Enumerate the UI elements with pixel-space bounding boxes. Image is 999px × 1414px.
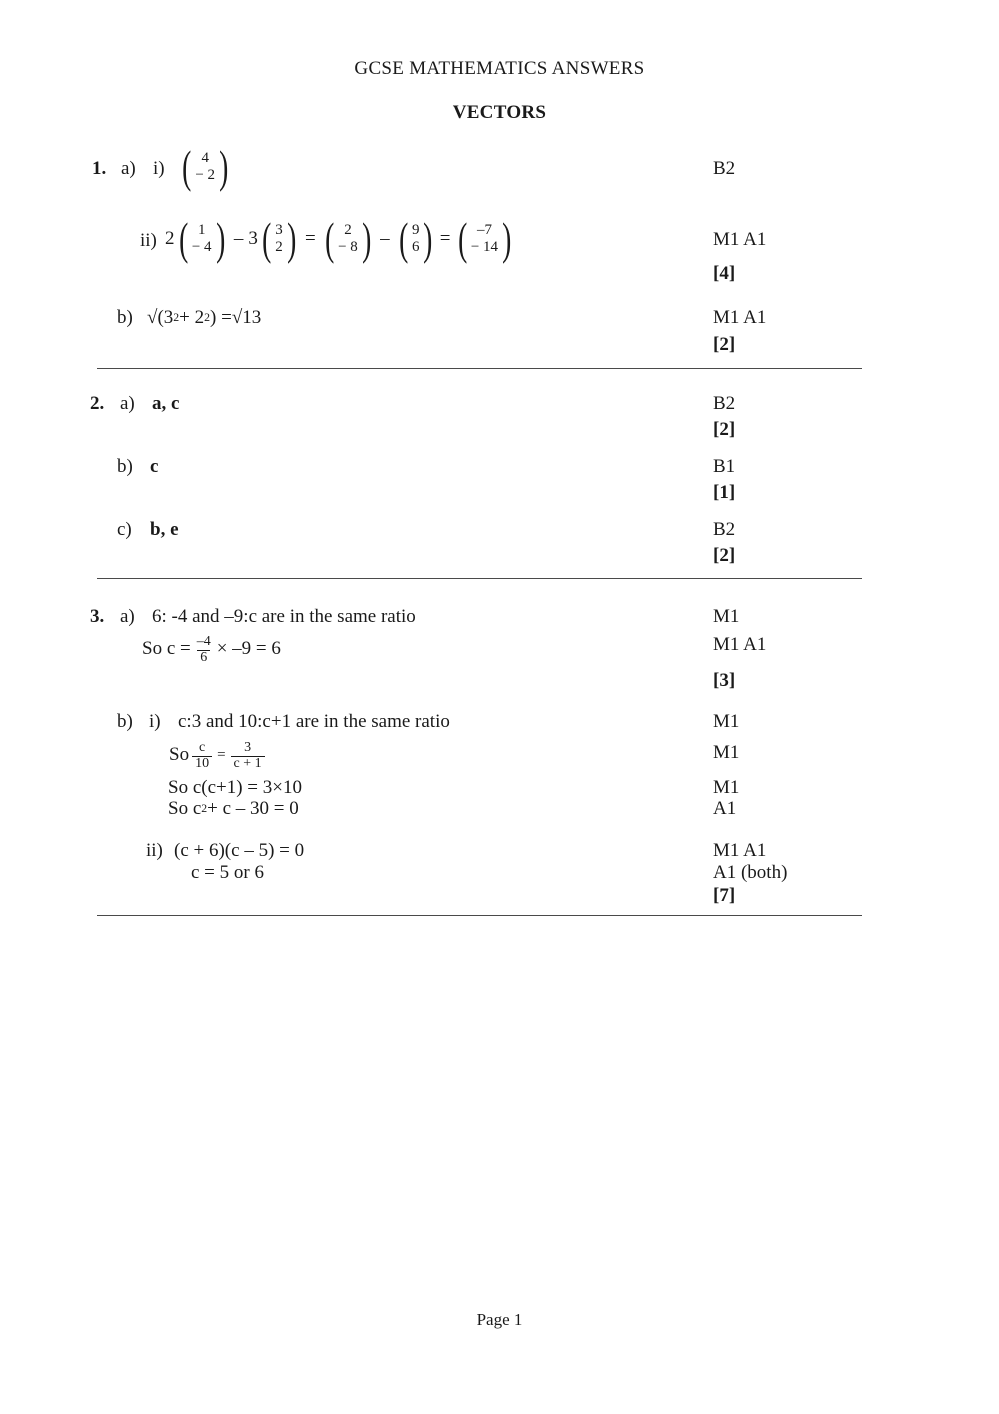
equals-operator: =	[305, 228, 316, 250]
column-vector: ( 9 6 )	[398, 213, 433, 265]
question-2-a-answer: a, c	[152, 393, 180, 414]
question-2-b-marks: B1	[713, 456, 736, 477]
question-3-a-line-1: 6: -4 and –9:c are in the same ratio	[152, 606, 416, 627]
question-3-b-ii-marks-1: M1 A1	[713, 840, 767, 861]
question-number-1: 1.	[92, 158, 107, 179]
question-2-b-answer: c	[150, 456, 159, 477]
question-3-total-marks: [7]	[713, 885, 736, 906]
question-1-part-a-ii-label: ii)	[140, 230, 157, 251]
column-vector: ( –7 − 14 )	[457, 213, 512, 265]
question-1-part-b-label: b)	[117, 307, 133, 328]
column-vector: ( 3 2 )	[261, 213, 296, 265]
question-3-b-i-marks-4: A1	[713, 798, 737, 819]
question-1-a-i-marks: B2	[713, 158, 736, 179]
equals-operator: =	[439, 228, 451, 250]
question-3-b-ii-marks-2: A1 (both)	[713, 862, 788, 883]
question-2-b-total-marks: [1]	[713, 482, 736, 503]
so-c-equals-text: So c =	[142, 638, 191, 660]
question-1-a-ii-marks: M1 A1	[713, 229, 767, 250]
question-3-part-a-label: a)	[120, 606, 135, 627]
question-number-2: 2.	[90, 393, 105, 414]
so-text: So	[169, 744, 190, 766]
section-divider	[97, 368, 862, 369]
question-1-b-marks: M1 A1	[713, 307, 767, 328]
question-3-b-i-marks-2: M1	[713, 742, 740, 763]
question-3-a-marks-2: M1 A1	[713, 634, 767, 655]
question-3-part-b-ii-label: ii)	[146, 840, 163, 861]
minus-operator: –	[380, 228, 390, 250]
scalar-multiplier-2: 2	[165, 228, 175, 250]
vector-bottom-value: − 8	[338, 239, 358, 256]
fraction-denominator: c + 1	[231, 756, 265, 772]
vector-top-value: 2	[344, 222, 352, 238]
vector-bottom-value: − 4	[191, 239, 212, 256]
vector-top-value: 3	[275, 222, 283, 238]
section-divider	[97, 578, 862, 579]
question-3-b-i-line-4: So c 2 + c – 30 = 0	[168, 798, 299, 819]
sqrt-result: √13	[231, 307, 262, 328]
question-1-b-expression: √ (3 2 + 2 2 ) = √13	[147, 307, 262, 328]
question-3-part-b-label: b)	[117, 711, 133, 732]
page-footer: Page 1	[476, 1310, 523, 1329]
vector-top-value: –7	[476, 222, 492, 238]
question-2-part-c-label: c)	[117, 519, 132, 540]
fraction-left	[192, 741, 212, 771]
question-3-b-i-marks-3: M1	[713, 777, 740, 798]
question-3-part-b-i-label: i)	[149, 711, 161, 732]
minus-operator: –	[233, 228, 244, 250]
question-1-b-total-marks: [2]	[713, 334, 736, 355]
radicand-close: ) =	[210, 307, 232, 328]
question-3-b-i-line-3: So c(c+1) = 3×10	[168, 777, 302, 798]
question-3-b-i-line-1: c:3 and 10:c+1 are in the same ratio	[178, 711, 450, 732]
question-1-part-a-label: a)	[121, 158, 136, 179]
question-1-part-a-i-label: i)	[153, 158, 165, 179]
column-vector: ( 1 − 4 )	[178, 213, 225, 265]
fraction-right	[231, 741, 265, 771]
question-2-a-marks: B2	[713, 393, 736, 414]
sqrt-icon: √	[147, 307, 158, 328]
question-number-3: 3.	[90, 606, 105, 627]
fraction-numerator: 3	[244, 740, 252, 755]
vector-top-value: 9	[411, 222, 420, 238]
quadratic-tail: + c – 30 = 0	[207, 798, 299, 819]
question-3-a-marks-1: M1	[713, 606, 740, 627]
question-3-b-i-marks-1: M1	[713, 711, 740, 732]
question-2-part-a-label: a)	[120, 393, 135, 414]
vector-top-value: 1	[197, 222, 206, 238]
equals-operator: =	[217, 746, 226, 763]
page-subtitle: VECTORS	[452, 102, 547, 123]
question-1-a-i-vector	[178, 141, 232, 193]
question-3-b-ii-line-1: (c + 6)(c – 5) = 0	[174, 840, 305, 861]
question-3-b-i-line-2	[169, 740, 268, 770]
question-3-a-total-marks: [3]	[713, 670, 736, 691]
fraction	[194, 635, 214, 665]
vector-bottom-value: − 14	[470, 239, 499, 256]
page-title: GCSE MATHEMATICS ANSWERS	[354, 58, 645, 79]
section-divider	[97, 915, 862, 916]
question-3-a-line-2	[142, 634, 281, 664]
column-vector: ( 4 − 2 )	[182, 141, 229, 193]
question-3-b-ii-line-2: c = 5 or 6	[191, 862, 264, 883]
radicand-plus: + 2	[179, 307, 205, 328]
radicand-open: (3	[157, 307, 174, 328]
so-c-squared-text: So c	[168, 798, 202, 819]
vector-bottom-value: 6	[411, 239, 420, 256]
question-2-part-b-label: b)	[117, 456, 133, 477]
multiply-expression: × –9 = 6	[216, 638, 281, 660]
fraction-numerator: c	[198, 740, 206, 755]
fraction-denominator: 10	[192, 756, 212, 772]
question-2-c-total-marks: [2]	[713, 545, 736, 566]
vector-bottom-value: − 2	[195, 167, 216, 184]
fraction-numerator: –4	[196, 634, 211, 649]
column-vector: ( 2 − 8 )	[324, 213, 372, 265]
fraction-denominator: 6	[197, 650, 210, 666]
vector-bottom-value: 2	[275, 239, 283, 256]
question-1-a-total-marks: [4]	[713, 263, 736, 284]
question-2-c-marks: B2	[713, 519, 736, 540]
vector-top-value: 4	[201, 150, 209, 166]
question-2-a-total-marks: [2]	[713, 419, 736, 440]
scalar-multiplier-3: 3	[248, 228, 258, 250]
question-1-a-ii-expression	[165, 213, 515, 265]
question-2-c-answer: b, e	[150, 519, 179, 540]
